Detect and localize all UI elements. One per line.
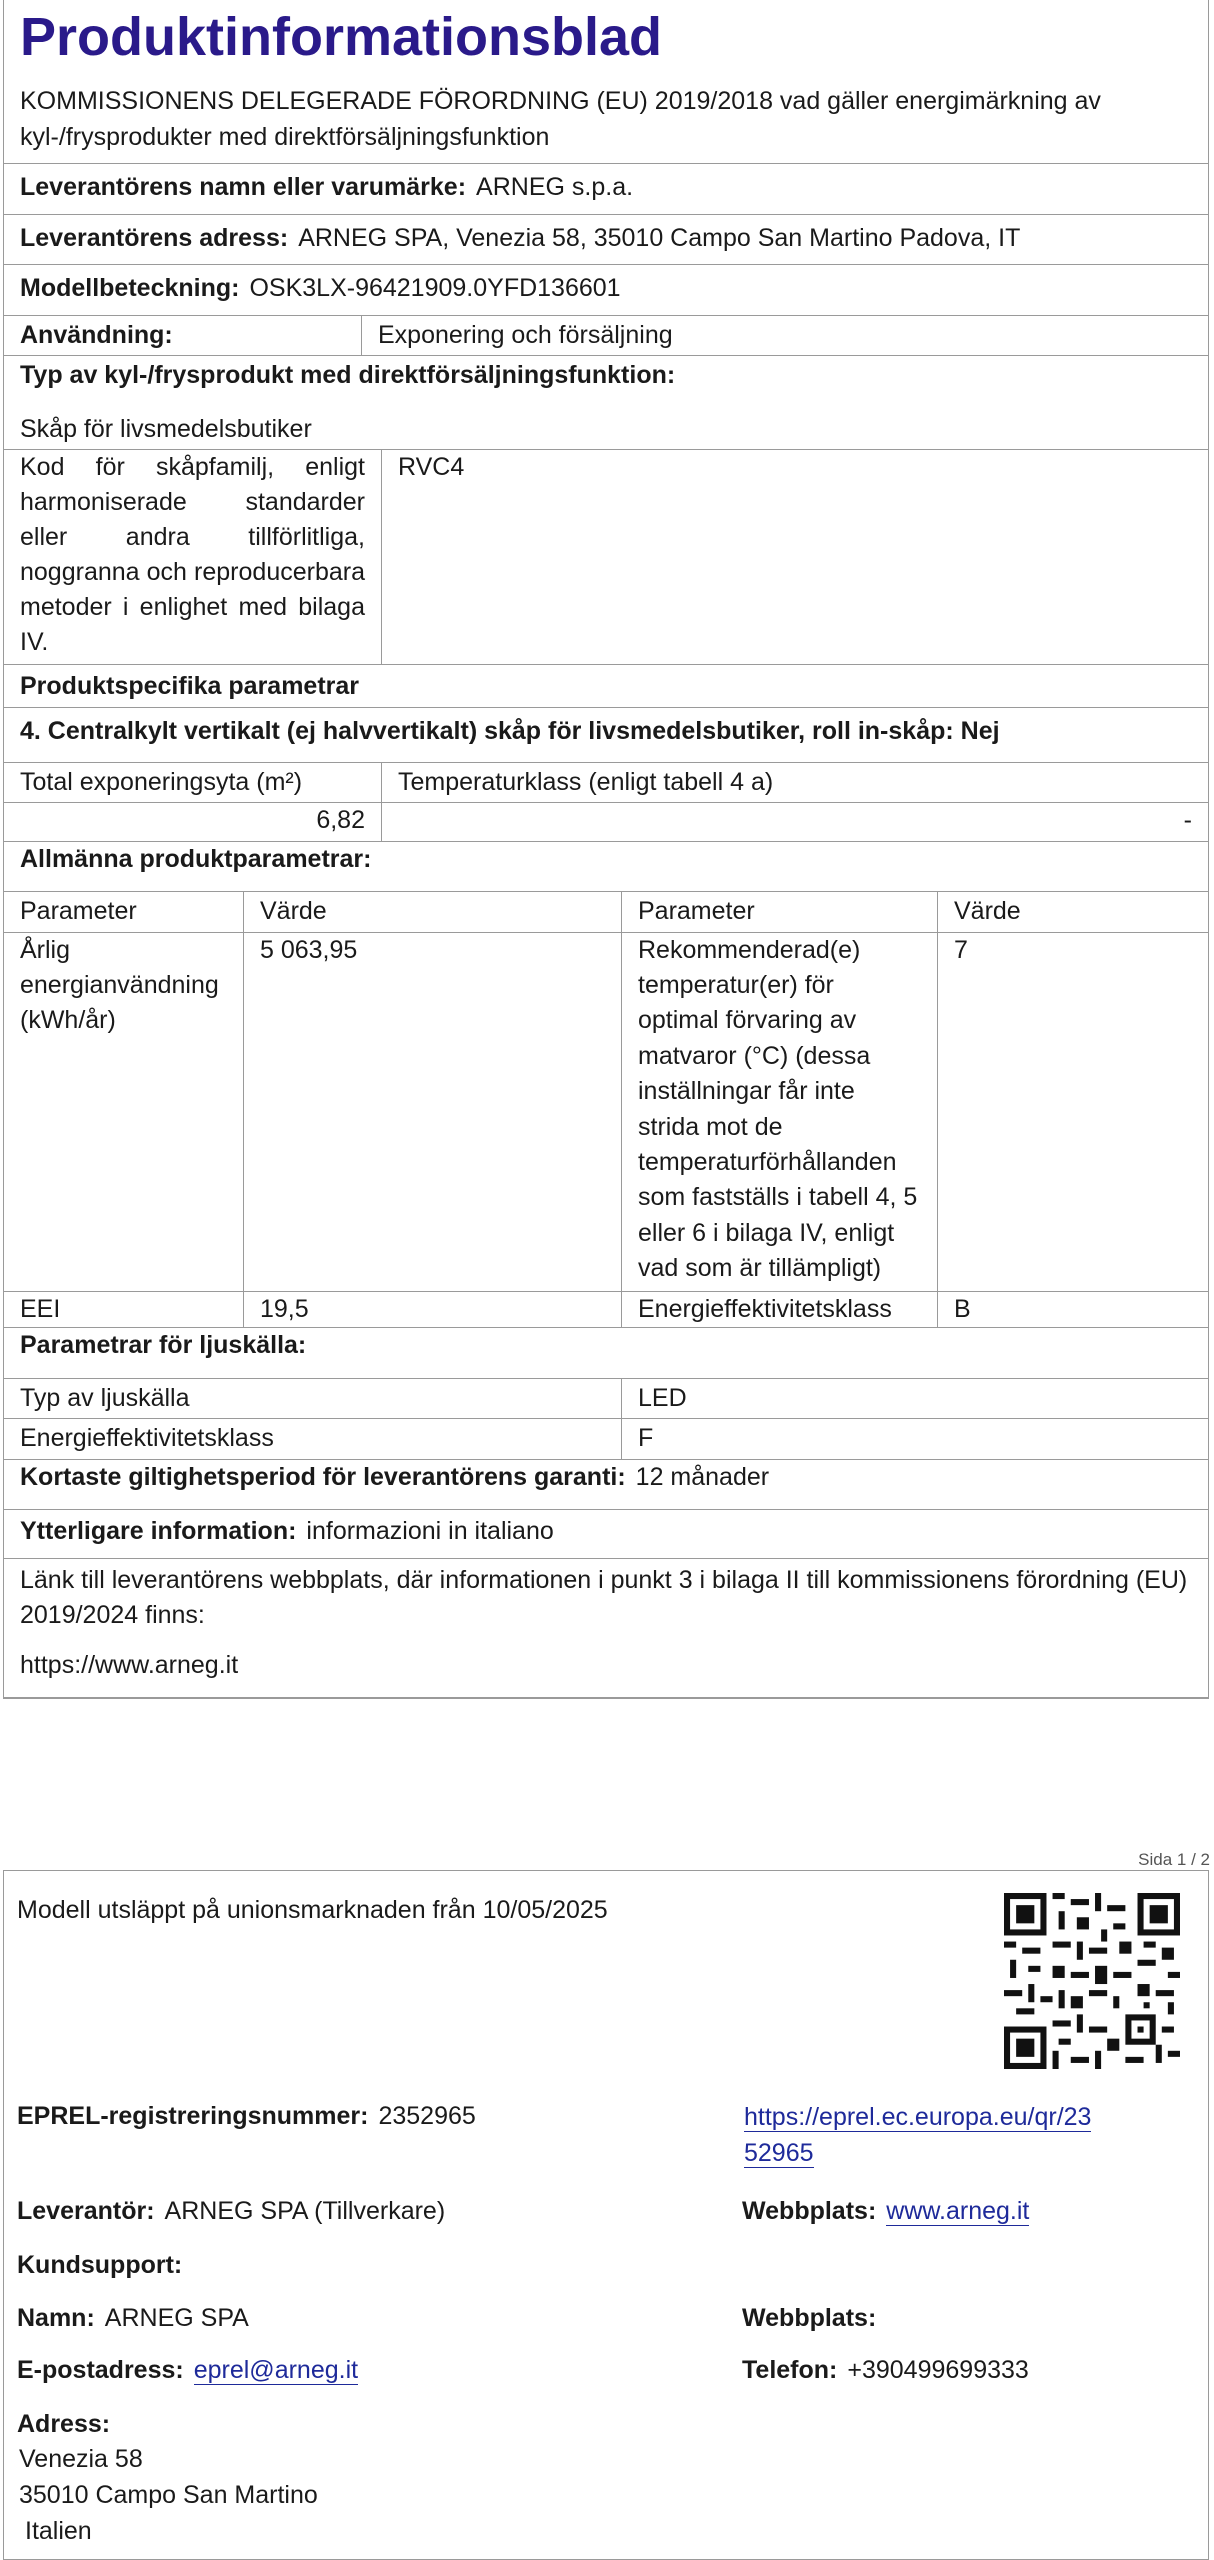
energy-class-label: Energieffektivitetsklass bbox=[622, 1292, 938, 1328]
usage-row bbox=[4, 316, 1208, 356]
type-heading: Typ av kyl-/frysprodukt med direktförsäljningsfunktion: bbox=[4, 355, 1208, 408]
website-row bbox=[742, 2194, 1029, 2230]
release-date: Modell utsläppt på unionsmarknaden från 10/05/2025 bbox=[17, 1896, 608, 1924]
light-type-label: Typ av ljuskälla bbox=[4, 1379, 622, 1419]
area-temp-header bbox=[4, 763, 1208, 804]
warranty-label: Kortaste giltighetsperiod för leverantörens garanti: bbox=[20, 1462, 626, 1491]
page-title: Produktinformationsblad bbox=[20, 7, 663, 67]
page2-supplier-value: ARNEG SPA (Tillverkare) bbox=[164, 2197, 446, 2225]
area-temp-values bbox=[4, 803, 1208, 841]
additional-label: Ytterligare information: bbox=[20, 1517, 297, 1546]
supplier-row bbox=[17, 2194, 445, 2230]
eprel-url-line-1[interactable]: https://eprel.ec.europa.eu/qr/23 bbox=[744, 2103, 1092, 2131]
page-number: Sida 1 / 2 bbox=[1138, 1850, 1210, 1869]
address-row bbox=[4, 215, 1208, 266]
recommended-temp-value: 7 bbox=[954, 935, 968, 964]
temp-class-value: - bbox=[1183, 806, 1192, 834]
additional-row bbox=[4, 1510, 1208, 1559]
email-row bbox=[17, 2353, 358, 2389]
usage-label: Användning: bbox=[4, 316, 362, 356]
eprel-page bbox=[3, 1870, 1209, 2560]
name-value: ARNEG SPA bbox=[104, 2304, 249, 2332]
website-link[interactable]: www.arneg.it bbox=[886, 2197, 1030, 2225]
general-heading: Allmänna produktparametrar: bbox=[4, 841, 1208, 893]
eprel-url-line-2[interactable]: 52965 bbox=[744, 2139, 814, 2167]
eprel-number-row bbox=[17, 2099, 476, 2135]
supplier-row bbox=[4, 164, 1208, 215]
family-code-value: RVC4 bbox=[398, 453, 465, 481]
general-header-parameter-1: Parameter bbox=[4, 892, 244, 932]
website2-label: Webbplats: bbox=[742, 2304, 877, 2332]
eei-label: EEI bbox=[4, 1292, 244, 1328]
general-header-parameter-2: Parameter bbox=[622, 892, 938, 932]
table-row bbox=[4, 1292, 1208, 1329]
general-header-value-1: Värde bbox=[244, 892, 622, 932]
table-row bbox=[4, 933, 1208, 1292]
general-table-header bbox=[4, 892, 1208, 933]
regulation-text: KOMMISSIONENS DELEGERADE FÖRORDNING (EU) 2019/2018 vad gäller energimärkning av kyl-/frysprodukter med direktförsäljningsfunktion bbox=[4, 72, 1208, 164]
light-type-value: LED bbox=[638, 1383, 687, 1412]
eei-value: 19,5 bbox=[244, 1292, 622, 1328]
model-row bbox=[4, 265, 1208, 316]
eprel-value: 2352965 bbox=[378, 2102, 476, 2130]
phone-row bbox=[742, 2353, 1029, 2389]
phone-value: +390499699333 bbox=[847, 2356, 1029, 2384]
warranty-value: 12 månader bbox=[635, 1462, 770, 1491]
product-information-sheet bbox=[3, 0, 1209, 1699]
phone-label: Telefon: bbox=[742, 2356, 838, 2384]
energy-class-value: B bbox=[954, 1294, 971, 1323]
address-line: Italien bbox=[25, 2517, 92, 2545]
support-heading: Kundsupport: bbox=[17, 2251, 183, 2279]
category-heading: 4. Centralkylt vertikalt (ej halvvertikalt) skåp för livsmedelsbutiker, roll in-skåp: Nej bbox=[4, 708, 1208, 763]
family-code-label: Kod för skåpfamilj, enligt harmoniserade standarder eller andra tillförlitliga, noggranna och reproducerbara metoder i enlighet med bilaga IV. bbox=[4, 450, 382, 664]
address-block bbox=[19, 2441, 318, 2549]
light-class-label: Energieffektivitetsklass bbox=[4, 1419, 622, 1459]
name-row bbox=[17, 2301, 249, 2337]
table-row bbox=[4, 1379, 1208, 1420]
additional-value: informazioni in italiano bbox=[306, 1517, 554, 1546]
name-label: Namn: bbox=[17, 2304, 95, 2332]
type-value: Skåp för livsmedelsbutiker bbox=[4, 408, 1208, 451]
table-row bbox=[4, 1419, 1208, 1459]
page2-supplier-label: Leverantör: bbox=[17, 2197, 155, 2225]
model-value: OSK3LX-96421909.0YFD136601 bbox=[249, 274, 621, 302]
address-line: Venezia 58 bbox=[19, 2445, 143, 2473]
energy-use-label: Årlig energianvändning (kWh/år) bbox=[4, 933, 244, 1291]
energy-use-value: 5 063,95 bbox=[244, 933, 622, 1291]
model-label: Modellbeteckning: bbox=[20, 274, 240, 302]
address-label: Leverantörens adress: bbox=[20, 223, 289, 252]
light-class-value: F bbox=[638, 1424, 654, 1453]
email-link[interactable]: eprel@arneg.it bbox=[193, 2356, 359, 2384]
eprel-url bbox=[744, 2099, 1091, 2171]
general-header-value-2: Värde bbox=[954, 897, 1021, 925]
qr-code-icon[interactable] bbox=[1004, 1893, 1180, 2069]
supplier-link-row bbox=[4, 1559, 1208, 1699]
eprel-label: EPREL-registreringsnummer: bbox=[17, 2102, 369, 2130]
email-label: E-postadress: bbox=[17, 2356, 184, 2384]
usage-value: Exponering och försäljning bbox=[378, 320, 673, 349]
address-label: Adress: bbox=[17, 2410, 111, 2438]
supplier-link-url[interactable]: https://www.arneg.it bbox=[20, 1650, 239, 1679]
display-area-label: Total exponeringsyta (m²) bbox=[4, 763, 382, 804]
supplier-value: ARNEG s.p.a. bbox=[476, 173, 634, 201]
specific-heading: Produktspecifika parametrar bbox=[4, 665, 1208, 708]
supplier-label: Leverantörens namn eller varumärke: bbox=[20, 173, 467, 201]
recommended-temp-label: Rekommenderad(e) temperatur(er) för optimal förvaring av matvaror (°C) (dessa inställningar får inte strida mot de temperaturförhållanden som fastställs i tabell 4, 5 eller 6 i bilaga IV, enligt vad som är tillämpligt) bbox=[622, 933, 938, 1291]
website-label: Webbplats: bbox=[742, 2197, 877, 2225]
warranty-row bbox=[4, 1459, 1208, 1511]
light-heading: Parametrar för ljuskälla: bbox=[4, 1328, 1208, 1379]
address-line: 35010 Campo San Martino bbox=[19, 2481, 318, 2509]
display-area-value: 6,82 bbox=[4, 803, 382, 841]
supplier-link-text: Länk till leverantörens webbplats, där informationen i punkt 3 i bilaga II till kommissionens förordning (EU) 2019/2024 finns: bbox=[20, 1565, 1188, 1630]
family-code-row bbox=[4, 450, 1208, 665]
address-value: ARNEG SPA, Venezia 58, 35010 Campo San Martino Padova, IT bbox=[298, 223, 1021, 252]
temp-class-label: Temperaturklass (enligt tabell 4 a) bbox=[382, 763, 1208, 804]
